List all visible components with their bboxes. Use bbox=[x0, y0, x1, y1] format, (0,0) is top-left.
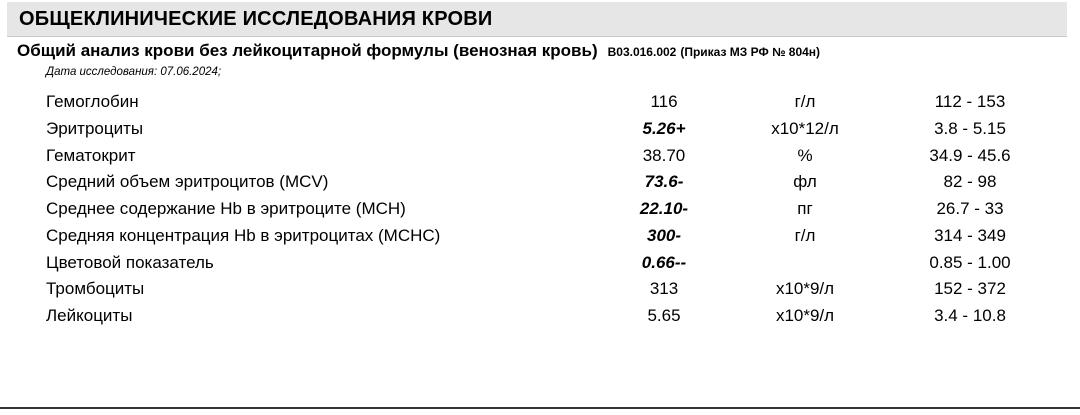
research-date: Дата исследования: 07.06.2024; bbox=[46, 66, 222, 78]
result-unit: x10*12/л bbox=[771, 118, 839, 138]
result-row bbox=[0, 143, 1080, 170]
result-name: Средний объем эритроцитов (MCV) bbox=[46, 172, 329, 192]
result-value: 73.6- bbox=[644, 172, 684, 192]
result-value: 116 bbox=[650, 92, 678, 111]
bottom-divider bbox=[0, 407, 1080, 409]
result-reference-range: 82 - 98 bbox=[943, 172, 997, 192]
test-header bbox=[17, 41, 820, 61]
result-reference-range: 112 - 153 bbox=[934, 92, 1006, 111]
result-reference-range: 3.4 - 10.8 bbox=[934, 306, 1006, 325]
result-value: 5.26+ bbox=[642, 118, 686, 138]
test-order-reference: (Приказ МЗ РФ № 804н) bbox=[680, 45, 821, 59]
result-reference-range: 34.9 - 45.6 bbox=[929, 145, 1011, 165]
section-header bbox=[7, 2, 1067, 37]
result-name: Гемоглобин bbox=[46, 92, 139, 111]
result-name: Тромбоциты bbox=[46, 279, 145, 299]
result-row bbox=[0, 250, 1080, 277]
result-reference-range: 0.85 - 1.00 bbox=[929, 252, 1011, 272]
result-row bbox=[0, 303, 1080, 330]
result-reference-range: 26.7 - 33 bbox=[936, 199, 1004, 218]
result-name: Цветовой показатель bbox=[46, 252, 214, 272]
result-unit: пг bbox=[797, 199, 813, 218]
test-title: Общий анализ крови без лейкоцитарной формулы (венозная кровь) bbox=[17, 41, 598, 60]
result-row bbox=[0, 276, 1080, 303]
result-reference-range: 3.8 - 5.15 bbox=[934, 118, 1006, 138]
result-name: Средняя концентрация Hb в эритроцитах (MCHC) bbox=[46, 225, 441, 245]
result-row bbox=[0, 196, 1080, 223]
result-name: Лейкоциты bbox=[46, 306, 133, 325]
result-unit: x10*9/л bbox=[775, 279, 835, 299]
result-name: Эритроциты bbox=[46, 118, 144, 138]
result-value: 22.10- bbox=[639, 199, 689, 218]
result-name: Среднее содержание Hb в эритроците (MCH) bbox=[46, 199, 406, 218]
result-row bbox=[0, 89, 1080, 116]
result-unit: г/л bbox=[794, 92, 816, 111]
result-value: 38.70 bbox=[642, 145, 686, 165]
result-reference-range: 152 - 372 bbox=[934, 279, 1006, 299]
result-unit: x10*9/л bbox=[775, 306, 835, 325]
result-name: Гематокрит bbox=[46, 145, 136, 165]
section-title: ОБЩЕКЛИНИЧЕСКИЕ ИССЛЕДОВАНИЯ КРОВИ bbox=[19, 8, 493, 30]
result-value: 5.65 bbox=[647, 306, 681, 325]
result-row bbox=[0, 116, 1080, 143]
result-row bbox=[0, 169, 1080, 196]
results-table bbox=[0, 89, 1080, 330]
result-value: 300- bbox=[646, 225, 682, 245]
result-unit: г/л bbox=[794, 225, 816, 245]
result-value: 0.66-- bbox=[641, 252, 687, 272]
result-value: 313 bbox=[649, 279, 679, 299]
result-unit: фл bbox=[793, 172, 817, 192]
result-row bbox=[0, 223, 1080, 250]
result-unit: % bbox=[797, 145, 813, 165]
test-code: B03.016.002 bbox=[607, 45, 677, 59]
result-reference-range: 314 - 349 bbox=[934, 225, 1006, 245]
